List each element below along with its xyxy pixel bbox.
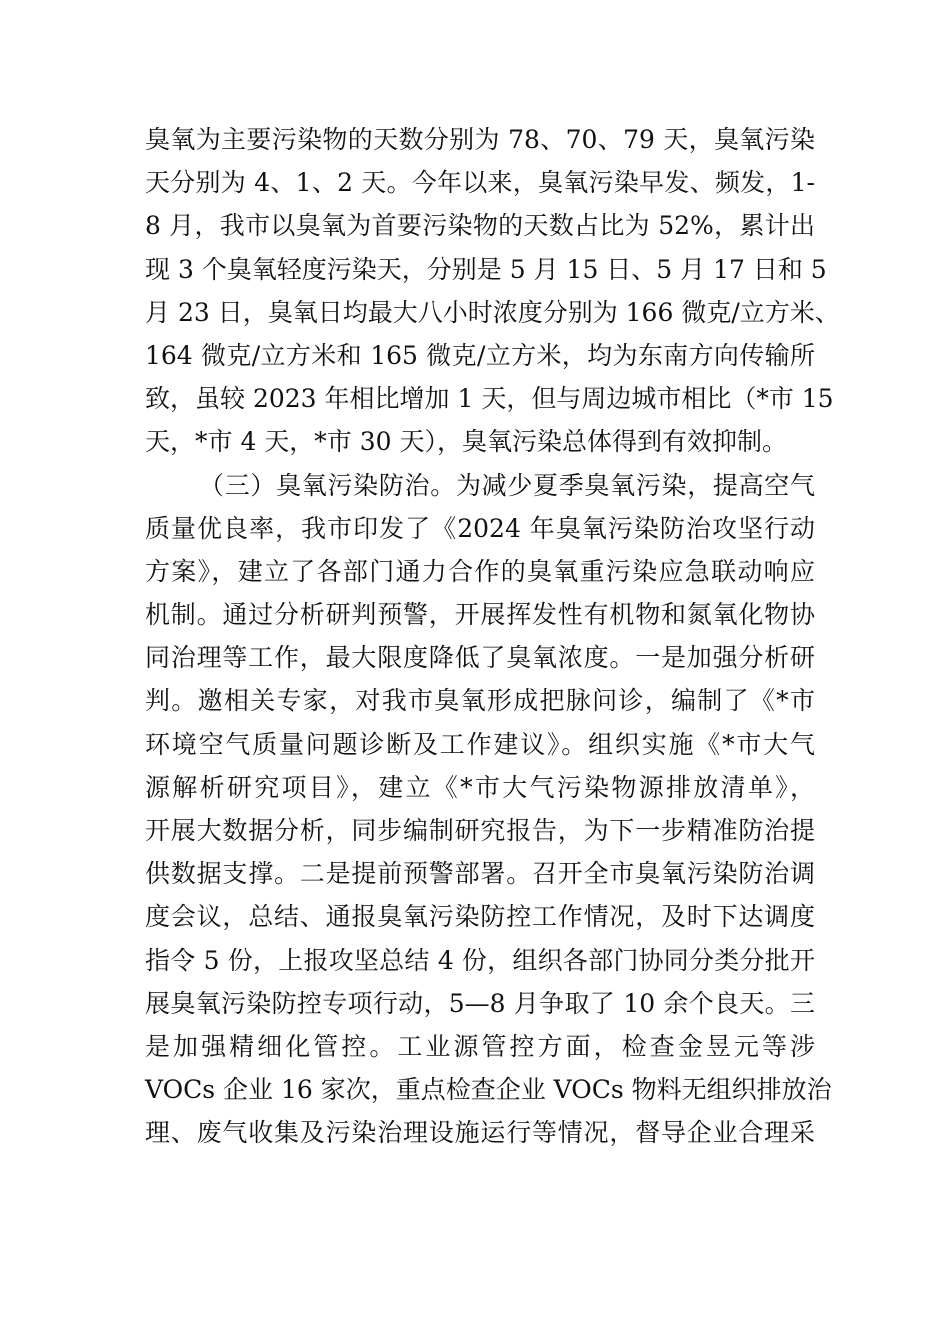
body-text xyxy=(145,118,840,1155)
text-line: 现 3 个臭氧轻度污染天，分别是 5 月 15 日、5 月 17 日和 5 xyxy=(145,254,827,284)
text-line: 开展大数据分析，同步编制研究报告，为下一步精准防治提 xyxy=(145,816,815,845)
text-line: 致，虽较 2023 年相比增加 1 天，但与周边城市相比（*市 15 xyxy=(145,384,834,414)
text-line: 源解析研究项目》，建立《*市大气污染物源排放清单》， xyxy=(145,772,815,802)
text-line: 供数据支撑。二是提前预警部署。召开全市臭氧污染防治调 xyxy=(145,859,815,889)
text-line: 环境空气质量问题诊断及工作建议》。组织实施《*市大气 xyxy=(145,729,815,759)
text-line: 天，*市 4 天，*市 30 天），臭氧污染总体得到有效抑制。 xyxy=(145,427,788,457)
text-line: 8 月，我市以臭氧为首要污染物的天数占比为 52%，累计出 xyxy=(145,211,815,241)
text-line: 是加强精细化管控。工业源管控方面，检查金昱元等涉 xyxy=(145,1031,815,1061)
text-line: 同治理等工作，最大限度降低了臭氧浓度。一是加强分析研 xyxy=(145,643,815,673)
text-line: 判。邀相关专家，对我市臭氧形成把脉问诊，编制了《*市 xyxy=(145,686,815,716)
text-line: 方案》，建立了各部门通力合作的臭氧重污染应急联动响应 xyxy=(145,556,815,586)
text-line: 机制。通过分析研判预警，开展挥发性有机物和氮氧化物协 xyxy=(145,600,815,630)
text-line: 臭氧为主要污染物的天数分别为 78、70、79 天，臭氧污染 xyxy=(145,125,815,154)
text-line: 指令 5 份，上报攻坚总结 4 份，组织各部门协同分类分批开 xyxy=(145,945,815,975)
text-line: 天分别为 4、1、2 天。今年以来，臭氧污染早发、频发，1- xyxy=(145,168,815,198)
text-line: 月 23 日，臭氧日均最大八小时浓度分别为 166 微克/立方米、 xyxy=(145,297,840,327)
text-line: 理、废气收集及污染治理设施运行等情况，督导企业合理采 xyxy=(145,1118,815,1148)
text-line: 164 微克/立方米和 165 微克/立方米，均为东南方向传输所 xyxy=(145,340,815,370)
text-line: 质量优良率，我市印发了《2024 年臭氧污染防治攻坚行动 xyxy=(145,513,815,543)
text-line: （三）臭氧污染防治。为减少夏季臭氧污染，提高空气 xyxy=(199,470,815,500)
text-line: VOCs 企业 16 家次，重点检查企业 VOCs 物料无组织排放治 xyxy=(145,1075,832,1105)
text-line: 展臭氧污染防控专项行动，5—8 月争取了 10 余个良天。三 xyxy=(145,988,815,1018)
text-line: 度会议，总结、通报臭氧污染防控工作情况，及时下达调度 xyxy=(145,902,815,932)
